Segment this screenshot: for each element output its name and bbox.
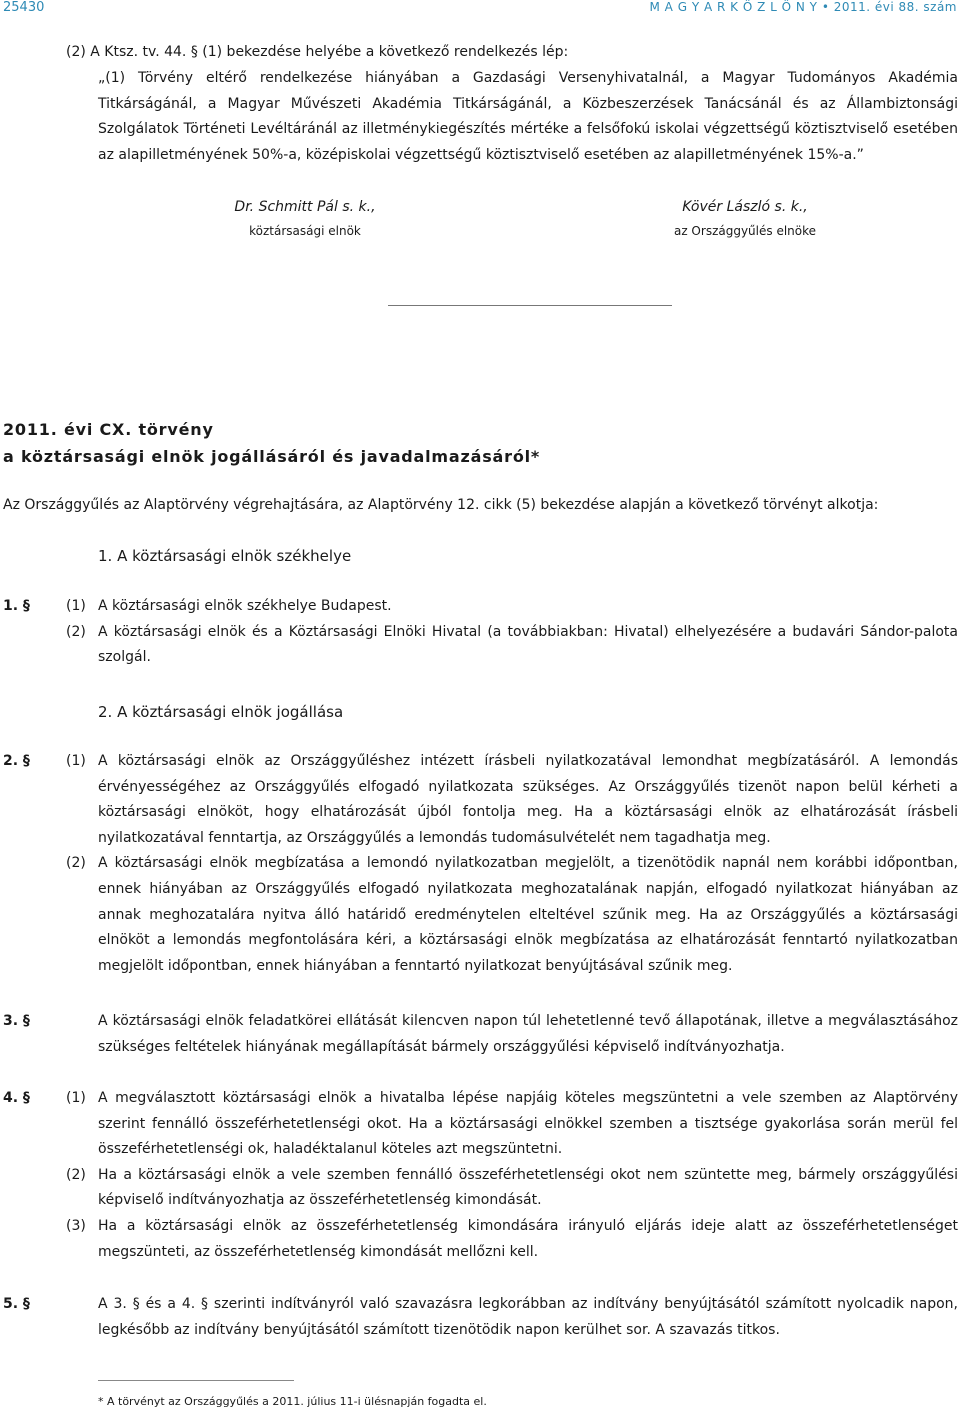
law-title: a köztársasági elnök jogállásáról és javadalmazásáról* <box>3 447 541 466</box>
paragraph-text: A megválasztott köztársasági elnök a hivatalba lépése napjáig köteles megszüntetni a vele szemben az Alaptörvény szerint fennálló összeférhetetlenségi okot. Ha a köztársasági elnökkel szemben a tisztsége gyakorlása során merül fel összeférhetetlenségi ok, haladéktalanul köteles azt megszüntetni. <box>98 1090 958 1158</box>
page-number: 25430 <box>3 0 45 15</box>
paragraph <box>66 620 958 671</box>
paragraph-number: (1) <box>66 1090 86 1106</box>
amendment-lead: (2) A Ktsz. tv. 44. § (1) bekezdése helyébe a következő rendelkezés lép: <box>66 44 569 60</box>
paragraph <box>66 1163 958 1214</box>
section-number-4: 4. § <box>3 1090 30 1106</box>
paragraph-text: Ha a köztársasági elnök a vele szemben fennálló összeférhetetlenségi okot nem szüntette meg, bármely országgyűlési képviselő indítványozhatja az összeférhetetlenség kimondását. <box>98 1166 958 1209</box>
running-header: M A G Y A R K Ö Z L Ö N Y • 2011. évi 88. szám <box>649 0 957 14</box>
paragraph <box>66 594 958 620</box>
section-4-body <box>66 1086 958 1265</box>
section-1-body <box>66 594 958 671</box>
section-number-1: 1. § <box>3 598 30 614</box>
paragraph <box>66 749 958 851</box>
paragraph <box>66 851 958 979</box>
paragraph-number: (2) <box>66 623 86 640</box>
signature-left-title: köztársasági elnök <box>249 224 361 238</box>
paragraph <box>66 1214 958 1265</box>
amendment-text: „(1) Törvény eltérő rendelkezése hiányában a Gazdasági Versenyhivatalnál, a Magyar Tudományos Akadémia Titkárságánál, a Magyar Művészeti Akadémia Titkárságánál, a Közbeszerzések Tanácsánál és az Állambiztonsági Szolgálatok Történeti Levéltáránál az illetménykiegészítés mértéke a felsőfokú iskolai végzettségű köztisztviselő esetében az alapilletményének 50%-a, középiskolai végzettségű köztisztviselő esetében az alapilletményének 15%-a.” <box>98 70 958 163</box>
paragraph-number: (1) <box>66 598 86 614</box>
paragraph-number: (3) <box>66 1217 86 1234</box>
paragraph-number: (1) <box>66 753 86 769</box>
section-number-5: 5. § <box>3 1296 30 1312</box>
paragraph-text: A 3. § és a 4. § szerinti indítványról való szavazásra legkorábban az indítvány benyújtásától számított nyolcadik napon, legkésőbb az indítvány benyújtásától számított tizenötödik napon kerülhet sor. A szavazás titkos. <box>98 1296 958 1338</box>
paragraph-text: A köztársasági elnök feladatkörei ellátását kilencven napon túl lehetetlenné tevő állapotának, illetve a megválasztásához szükséges feltételek hiányának megállapítását bármely országgyűlési képviselő indítványozhatja. <box>98 1013 958 1055</box>
section-5-body <box>98 1292 958 1343</box>
paragraph <box>66 1086 958 1163</box>
preamble: Az Országgyűlés az Alaptörvény végrehajtására, az Alaptörvény 12. cikk (5) bekezdése alapján a következő törvényt alkotja: <box>3 497 879 513</box>
chapter-heading-2: 2. A köztársasági elnök jogállása <box>98 703 344 721</box>
law-number: 2011. évi CX. törvény <box>3 420 214 439</box>
section-number-3: 3. § <box>3 1013 30 1029</box>
paragraph-number: (2) <box>66 855 86 872</box>
section-divider <box>388 305 672 306</box>
signature-left-name: Dr. Schmitt Pál s. k., <box>234 199 376 215</box>
section-2-body <box>66 749 958 979</box>
paragraph-text: A köztársasági elnök és a Köztársasági Elnöki Hivatal (a továbbiakban: Hivatal) elhelyezésére a budavári Sándor-palota szolgál. <box>98 623 958 666</box>
section-3-body <box>98 1009 958 1060</box>
footnote-rule <box>98 1380 294 1381</box>
chapter-heading-1: 1. A köztársasági elnök székhelye <box>98 547 352 565</box>
signature-right-name: Kövér László s. k., <box>682 199 808 215</box>
paragraph <box>98 1292 958 1343</box>
paragraph-text: A köztársasági elnök megbízatása a lemondó nyilatkozatban megjelölt, a tizenötödik napnál nem korábbi időpontban, ennek hiányában az Országgyűlés elfogadó nyilatkozata meghozatalának napján, elfogadó nyilatkozat hiányában az annak meghozatalára nyitva álló határidő eredménytelen elteltével szűnik meg. Ha az Országgyűlés a köztársasági elnököt a lemondás megfontolására kéri, a köztársasági elnök megbízatása az elhatározását fenntartó nyilatkozatban megjelölt időpontban, ennek hiányában a fenntartó nyilatkozat benyújtásával szűnik meg. <box>98 855 958 974</box>
paragraph-text: Ha a köztársasági elnök az összeférhetetlenség kimondására irányuló eljárás ideje alatt az összeférhetetlenséget megszünteti, az összeférhetetlenség kimondását mellőzni kell. <box>98 1217 958 1260</box>
paragraph-text: A köztársasági elnök az Országgyűléshez intézett írásbeli nyilatkozatával lemondhat megbízatásáról. A lemondás érvényességéhez az Országgyűlés elfogadó nyilatkozata szükséges. Az Országgyűlés tizenöt napon belül kérheti a köztársasági elnököt, hogy elhatározását újból fontolja meg. Ha a köztársasági elnök az elhatározását írásbeli nyilatkozatával fenntartja, az Országgyűlés a lemondás tudomásulvételét nem tagadhatja meg. <box>98 753 958 846</box>
paragraph-number: (2) <box>66 1166 86 1183</box>
footnote: * A törvényt az Országgyűlés a 2011. július 11-i ülésnapján fogadta el. <box>98 1395 487 1408</box>
paragraph <box>98 1009 958 1060</box>
section-number-2: 2. § <box>3 753 30 769</box>
paragraph-text: A köztársasági elnök székhelye Budapest. <box>98 598 392 614</box>
signature-right-title: az Országgyűlés elnöke <box>673 224 817 238</box>
